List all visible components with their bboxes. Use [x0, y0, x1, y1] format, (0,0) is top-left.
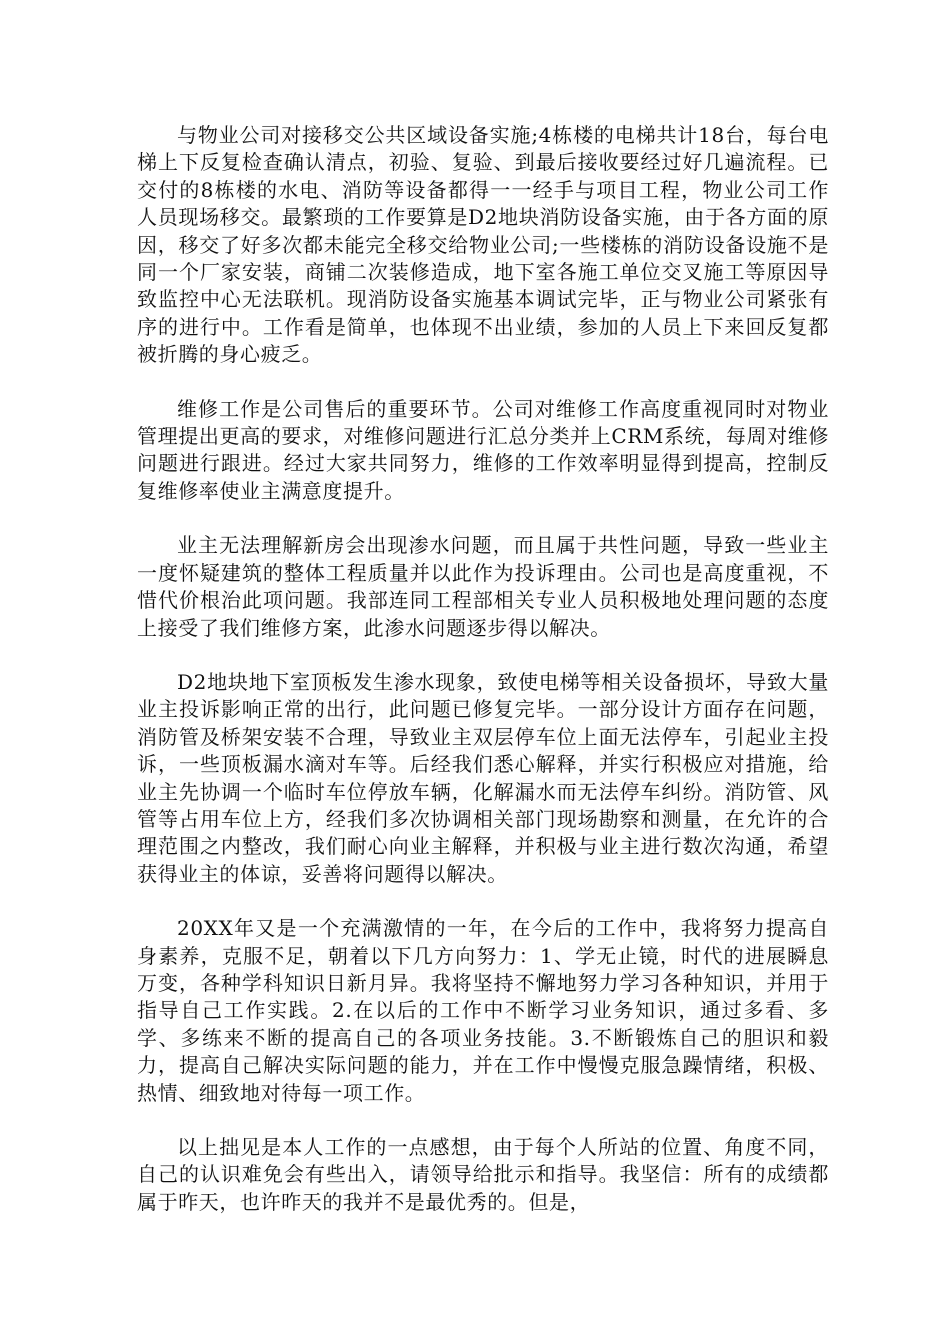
paragraph-d2-basement: D2地块地下室顶板发生渗水现象，致使电梯等相关设备损坏，导致大量业主投诉影响正常的出行，此问题已修复完毕。一部分设计方面存在问题，消防管及桥架安装不合理，导致业主双层停车位上面无法停车，引起业主投诉，一些顶板漏水滴对车等。后经我们悉心解释，并实行积极应对措施，给业主先协调一个临时车位停放车辆，化解漏水而无法停车纠纷。消防管、风管等占用车位上方，经我们多次协调相关部门现场勘察和测量，在允许的合理范围之内整改，我们耐心向业主解释，并积极与业主进行数次沟通，希望获得业主的体谅，妥善将问题得以解决。	[137, 669, 829, 886]
paragraph-handover: 与物业公司对接移交公共区域设备实施;4栋楼的电梯共计18台，每台电梯上下反复检查确认清点，初验、复验、到最后接收要经过好几遍流程。已交付的8栋楼的水电、消防等设备都得一一经手与项目工程，物业公司工作人员现场移交。最繁琐的工作要算是D2地块消防设备实施，由于各方面的原因，移交了好多次都未能完全移交给物业公司;一些楼栋的消防设备设施不是同一个厂家安装，商铺二次装修造成，地下室各施工单位交叉施工等原因导致监控中心无法联机。现消防设备实施基本调试完毕，正与物业公司紧张有序的进行中。工作看是简单，也体现不出业绩，参加的人员上下来回反复都被折腾的身心疲乏。	[137, 123, 829, 367]
paragraph-maintenance: 维修工作是公司售后的重要环节。公司对维修工作高度重视同时对物业管理提出更高的要求，对维修问题进行汇总分类并上CRM系统，每周对维修问题进行跟进。经过大家共同努力，维修的工作效率明显得到提高，控制反复维修率使业主满意度提升。	[137, 396, 829, 503]
document-body	[137, 122, 829, 1243]
paragraph-leakage: 业主无法理解新房会出现渗水问题，而且属于共性问题，导致一些业主一度怀疑建筑的整体工程质量并以此作为投诉理由。公司也是高度重视，不惜代价根治此项问题。我部连同工程部相关专业人员积极地处理问题的态度上接受了我们维修方案，此渗水问题逐步得以解决。	[137, 533, 829, 640]
paragraph-conclusion: 以上拙见是本人工作的一点感想，由于每个人所站的位置、角度不同，自己的认识难免会有些出入，请领导给批示和指导。我坚信：所有的成绩都属于昨天，也许昨天的我并不是最优秀的。但是，	[137, 1135, 829, 1214]
paragraph-next-year: 20XX年又是一个充满激情的一年，在今后的工作中，我将努力提高自身素养，克服不足，朝着以下几方向努力：1、学无止镜，时代的进展瞬息万变，各种学科知识日新月异。我将坚持不懈地努力学习各种知识，并用于指导自己工作实践。2.在以后的工作中不断学习业务知识，通过多看、多学、多练来不断的提高自己的各项业务技能。3.不断锻炼自己的胆识和毅力，提高自己解决实际问题的能力，并在工作中慢慢克服急躁情绪，积极、热情、细致地对待每一项工作。	[137, 916, 829, 1105]
